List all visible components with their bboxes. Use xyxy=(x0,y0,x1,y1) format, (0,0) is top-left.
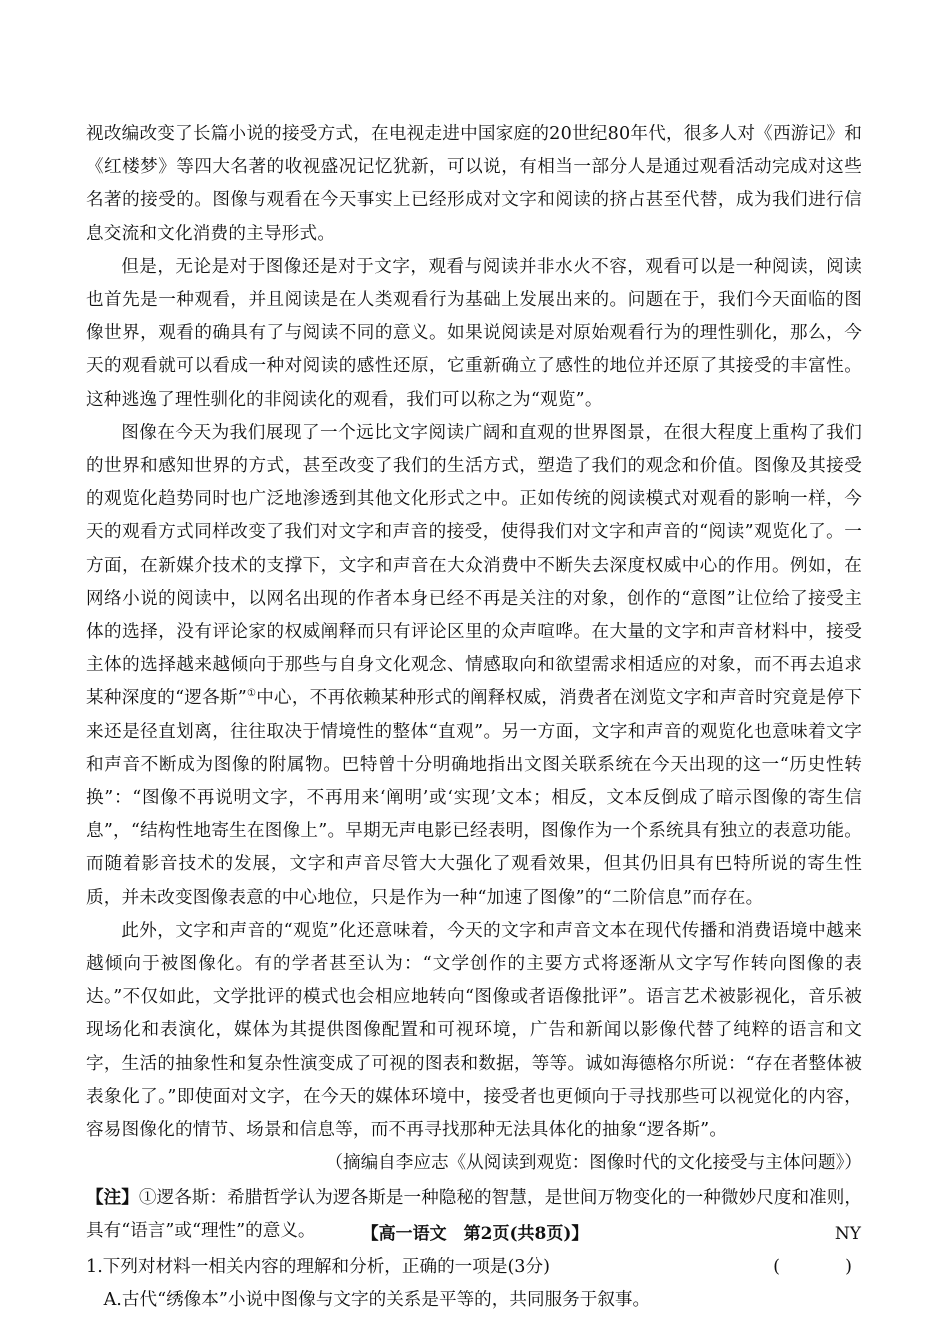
exam-page-body xyxy=(86,118,862,1317)
page-footer xyxy=(0,1221,950,1247)
article-source: （摘编自李应志《从阅读到观览：图像时代的文化接受与主体问题》） xyxy=(325,1153,862,1174)
paragraph-3-text-part-1: 图像在今天为我们展现了一个远比文字阅读广阔和直观的世界图景，在很大程度上重构了我们的世界和感知世界的方式，甚至改变了我们的生活方式，塑造了我们的观念和价值。图像及其接受的观览化趋势同时也广泛地渗透到其他文化形式之中。正如传统的阅读模式对观看的影响一样，今天的观看方式同样改变了我们对文字和声音的接受，使得我们对文字和声音的“阅读”观览化了。一方面，在新媒介技术的支撑下，文字和声音在大众消费中不断失去深度权威中心的作用。例如，在网络小说的阅读中，以网名出现的作者本身已经不再是关注的对象，创作的“意图”让位给了接受主体的选择，没有评论家的权威阐释而只有评论区里的众声喧哗。在大量的文字和声音材料中，接受主体的选择越来越倾向于那些与自身文化观念、情感取向和欲望需求相适应的对象，而不再去追求某种深度的“逻各斯” xyxy=(86,422,862,709)
article-paragraph-1: 视改编改变了长篇小说的接受方式，在电视走进中国家庭的20世纪80年代，很多人对《西游记》和《红楼梦》等四大名著的收视盛况记忆犹新，可以说，有相当一部分人是通过观看活动完成对这些名著的接受的。图像与观看在今天事实上已经形成对文字和阅读的挤占甚至代替，成为我们进行信息交流和文化消费的主导形式。 xyxy=(86,124,862,244)
article-paragraph-2: 但是，无论是对于图像还是对于文字，观看与阅读并非水火不容，观看可以是一种阅读，阅读也首先是一种观看，并且阅读是在人类观看行为基础上发展出来的。问题在于，我们今天面临的图像世界，观看的确具有了与阅读不同的意义。如果说阅读是对原始观看行为的理性驯化，那么，今天的观看就可以看成一种对阅读的感性还原，它重新确立了感性的地位并还原了其接受的丰富性。这种逃逸了理性驯化的非阅读化的观看，我们可以称之为“观览”。 xyxy=(86,256,862,410)
footnote-tag: 【注】 xyxy=(86,1186,139,1208)
article-paragraph-4: 此外，文字和声音的“观览”化还意味着，今天的文字和声音文本在现代传播和消费语境中越来越倾向于被图像化。有的学者甚至认为：“文学创作的主要方式将逐渐从文字写作转向图像的表达。”不仅如此，文学批评的模式也会相应地转向“图像或者语像批评”。语言艺术被影视化，音乐被现场化和表演化，媒体为其提供图像配置和可视环境，广告和新闻以影像代替了纯粹的语言和文字，生活的抽象性和复杂性演变成了可视的图表和数据，等等。诚如海德格尔所说：“存在者整体被表象化了。”即使面对文字，在今天的媒体环境中，接受者也更倾向于寻找那些可以视觉化的内容，容易图像化的情节、场景和信息等，而不再寻找那种无法具体化的抽象“逻各斯”。 xyxy=(86,920,862,1141)
question-1-text: 1.下列对材料一相关内容的理解和分析，正确的一项是(3分) xyxy=(86,1256,550,1277)
article-paragraph-3 xyxy=(86,417,862,915)
paragraph-3-text-part-2: 中心，不再依赖某种形式的阐释权威，消费者在浏览文字和声音时究竟是停下来还是径直划离，往往取决于情境性的整体“直观”。另一方面，文字和声音的观览化也意味着文字和声音不断成为图像的附属物。巴特曾十分明确地指出文图关联系统在今天出现的这一“历史性转换”：“图像不再说明文字，不再用来‘阐明’或‘实现’文本；相反，文本反倒成了暗示图像的寄生信息”，“结构性地寄生在图像上”。早期无声电影已经表明，图像作为一个系统具有独立的表意功能。而随着影音技术的发展，文字和声音尽管大大强化了观看效果，但其仍旧具有巴特所说的寄生性质，并未改变图像表意的中心地位，只是作为一种“加速了图像”的“二阶信息”而存在。 xyxy=(86,688,862,908)
footer-code: NY xyxy=(834,1224,861,1244)
footnote-marker: ① xyxy=(246,688,257,700)
footer-page-info: 【高一语文 第2页(共8页)】 xyxy=(361,1224,589,1244)
answer-bracket: ( ) xyxy=(773,1256,862,1277)
question-1 xyxy=(86,1251,862,1284)
question-1-option-a: A.古代“绣像本”小说中图像与文字的关系是平等的，共同服务于叙事。 xyxy=(103,1290,651,1311)
footnote-text: ①逻各斯：希腊哲学认为逻各斯是一种隐秘的智慧，是世间万物变化的一种微妙尺度和准则，具有“语言”或“理性”的意义。 xyxy=(86,1187,862,1241)
